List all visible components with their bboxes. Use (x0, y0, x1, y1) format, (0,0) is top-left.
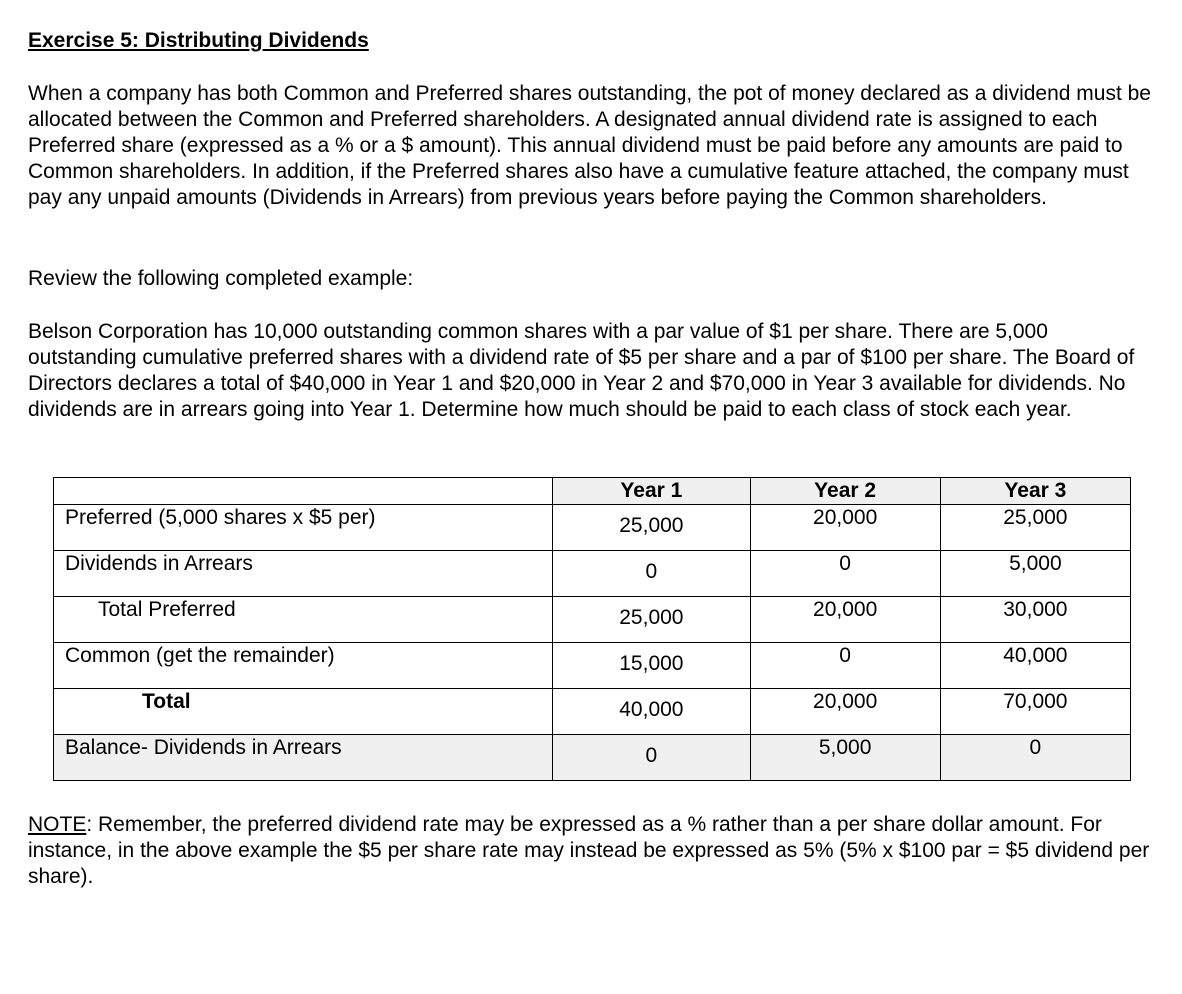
dividends-table (53, 477, 1131, 781)
cell-year-3: 0 (940, 735, 1130, 781)
cell-year-3: 5,000 (940, 551, 1130, 597)
row-common (54, 643, 1131, 689)
cell-year-1: 40,000 (553, 689, 750, 735)
header-year-3: Year 3 (940, 478, 1130, 505)
header-blank-cell (54, 478, 553, 505)
header-year-1: Year 1 (553, 478, 750, 505)
cell-year-1: 0 (553, 735, 750, 781)
cell-year-2: 0 (750, 551, 940, 597)
cell-year-2: 0 (750, 643, 940, 689)
cell-year-3: 40,000 (940, 643, 1130, 689)
note-paragraph (28, 812, 1158, 890)
cell-year-2: 20,000 (750, 597, 940, 643)
example-paragraph: Belson Corporation has 10,000 outstanding common shares with a par value of $1 per share. There are 5,000 outstanding cumulative preferred shares with a dividend rate of $5 per share and a par of $100 per share. The Board of Directors declares a total of $40,000 in Year 1 and $20,000 in Year 2 and $70,000 in Year 3 available for dividends. No dividends are in arrears going into Year 1. Determine how much should be paid to each class of stock each year. (28, 320, 1135, 421)
row-balance-arrears (54, 735, 1131, 781)
cell-year-1: 25,000 (553, 597, 750, 643)
cell-year-1: 0 (553, 551, 750, 597)
row-total (54, 689, 1131, 735)
cell-year-1: 25,000 (553, 505, 750, 551)
row-total-preferred (54, 597, 1131, 643)
cell-year-1: 15,000 (553, 643, 750, 689)
row-dividends-in-arrears (54, 551, 1131, 597)
header-year-2: Year 2 (750, 478, 940, 505)
row-label: Common (get the remainder) (54, 643, 553, 689)
review-instruction: Review the following completed example: (28, 267, 414, 290)
cell-year-3: 30,000 (940, 597, 1130, 643)
row-label: Preferred (5,000 shares x $5 per) (54, 505, 553, 551)
cell-year-3: 25,000 (940, 505, 1130, 551)
note-text: : Remember, the preferred dividend rate may be expressed as a % rather than a per share dollar amount. For instance, in the above example the $5 per share rate may instead be expressed as 5% (5% x $100 par = $5 dividend per share). (28, 813, 1150, 888)
row-label: Dividends in Arrears (54, 551, 553, 597)
row-label: Total Preferred (54, 597, 553, 643)
intro-paragraph: When a company has both Common and Preferred shares outstanding, the pot of money declared as a dividend must be allocated between the Common and Preferred shareholders. A designated annual dividend rate is assigned to each Preferred share (expressed as a % or a $ amount). This annual dividend must be paid before any amounts are paid to Common shareholders. In addition, if the Preferred shares also have a cumulative feature attached, the company must pay any unpaid amounts (Dividends in Arrears) from previous years before paying the Common shareholders. (28, 82, 1151, 209)
cell-year-3: 70,000 (940, 689, 1130, 735)
cell-year-2: 5,000 (750, 735, 940, 781)
row-preferred (54, 505, 1131, 551)
cell-year-2: 20,000 (750, 505, 940, 551)
note-label: NOTE (28, 813, 87, 836)
row-label: Balance- Dividends in Arrears (54, 735, 553, 781)
table-header-row (54, 478, 1131, 505)
exercise-title: Exercise 5: Distributing Dividends (28, 29, 369, 52)
cell-year-2: 20,000 (750, 689, 940, 735)
row-label: Total (54, 689, 553, 735)
